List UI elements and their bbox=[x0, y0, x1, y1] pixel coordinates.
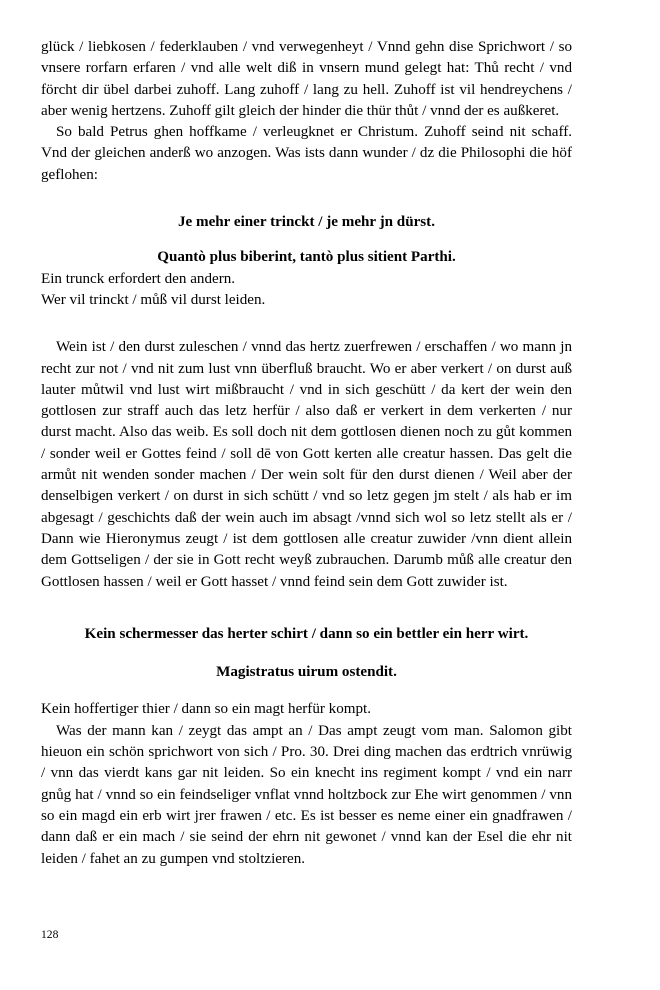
page-content-column bbox=[41, 0, 572, 990]
paragraph-magistratus: Was der mann kan / zeygt das ampt an / Das ampt zeugt vom man. Salomon gibt hieuon ein schön sprichwort von sich / Pro. 30. Drei ding machen das erdtrich vnrüwig / vnn das vierdt kans gar nit leiden. So ein knecht ins regiment kompt / vnd ein narr gnůg hat / vnnd so ein feindseliger vnflat vnnd holtzbock zur Ehe wirt genommen / vnn so ein magd ein erb wirt jrer frawen / etc. Es ist besser es neme einer ein gnadfrawen / dann daß er ein mach / sie seind der ehrn nit gewonet / vnnd kan der Esel die ehr nit leiden / fahet an zu gumpen vnd stoltzieren. bbox=[41, 722, 572, 867]
paragraph-continuation: glück / liebkosen / federklauben / vnd verwegenheyt / Vnnd gehn dise Sprichwort / so vnsere rorfarn erfaren / vnd alle welt diß in vnsern mund gelegt hat: Thů recht / vnd förcht dir übel darbei zuhoff. Lang zuhoff / lang zu hell. Zuhoff ist vil hendreychens / aber wenig hertzens. Zuhoff gilt gleich der hinder die thür thůt / vnnd der es außkeret. bbox=[41, 39, 572, 119]
couplet-line-1: Ein trunck erfordert den andern. bbox=[41, 270, 236, 287]
paragraph-wein: Wein ist / den durst zuleschen / vnnd das hertz zuerfrewen / erschaffen / wo mann jn recht zur not / vnd nit zum lust vnn überfluß braucht. Wo er aber verkert / on durst auß lauter můtwil vnd lust wirt mißbraucht / vnd in sich geschütt / da kert der wein den gottlosen zur straff auch das letz herfür / also daß er verkert in dem verkerten / nur durst macht. Also das weib. Es soll doch nit dem gottlosen dienen noch zu gůt kommen / sonder weil er Gottes feind / soll dē von Gott kerten alle creatur hassen. Das gelt die armůt nit wenden sonder machen / Der wein solt für den durst dienen / Weil aber der denselbigen verkert / on durst in sich schütt / vnd so letz gegen jm stelt / als hab er im abgesagt / geschichts daß der wein auch im absagt /vnnd sich wol so letz stellt als er / Dann wie Hieronymus zeugt / ist dem gottlosen alle creatur zuwider /vnn dient allein dem Gottseligen / der sie in Gott recht weyß zubrauchen. Darumb můß alle creatur den Gottlosen hassen / weil er Gott hasset / vnnd feind sein dem Gott zuwider ist. bbox=[41, 339, 572, 590]
paragraph-petrus: So bald Petrus ghen hoffkame / verleugknet er Christum. Zuhoff seind nit schaff. Vnd der gleichen anderß wo anzogen. Was ists dann wunder / dz die Philosophi die höf geflohen: bbox=[41, 124, 572, 183]
proverb-heading-german-2: Kein schermesser das herter schirt / dann so ein bettler ein herr wirt. bbox=[84, 625, 529, 642]
proverb-heading-german-1: Je mehr einer trinckt / je mehr jn dürst. bbox=[178, 214, 435, 231]
proverb-heading-latin-1: Quantò plus biberint, tantò plus sitient Parthi. bbox=[157, 249, 456, 266]
page-number: 128 bbox=[41, 928, 59, 941]
paragraph-hoffertiger: Kein hoffertiger thier / dann so ein magt herfür kompt. bbox=[41, 701, 372, 718]
couplet-line-2: Wer vil trinckt / můß vil durst leiden. bbox=[41, 291, 266, 308]
proverb-heading-latin-2: Magistratus uirum ostendit. bbox=[216, 664, 397, 681]
